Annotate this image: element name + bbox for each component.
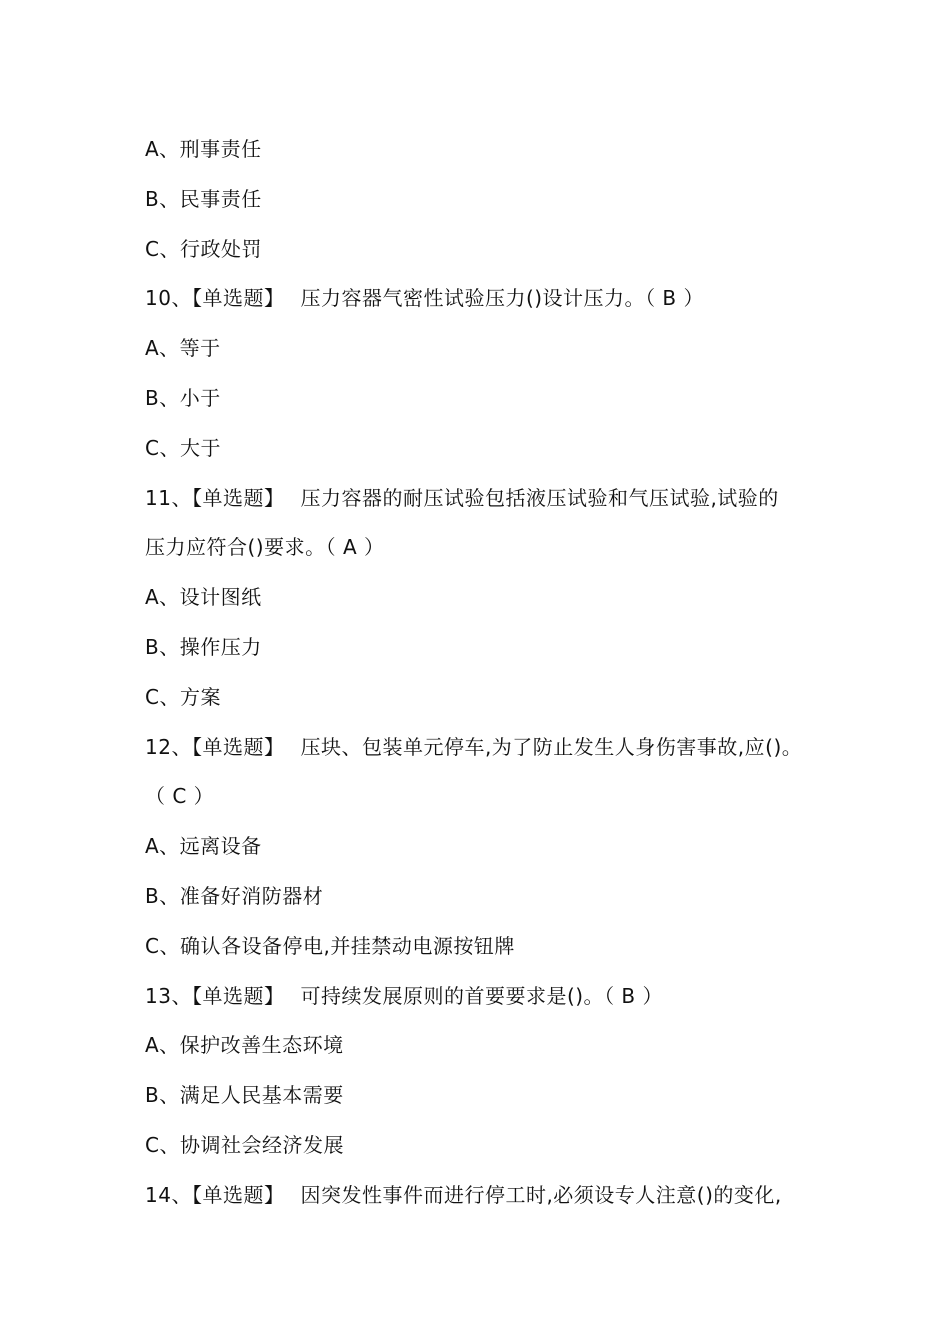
question-type-tag: 【单选题】 bbox=[191, 734, 285, 759]
option-text: B、准备好消防器材 bbox=[145, 883, 324, 908]
option-text: B、小于 bbox=[145, 385, 221, 410]
question-line bbox=[145, 978, 815, 1028]
option-text: A、等于 bbox=[145, 336, 221, 361]
question-number: 14、 bbox=[145, 1182, 192, 1207]
option-text: B、满足人民基本需要 bbox=[145, 1083, 344, 1108]
question-list bbox=[145, 131, 815, 1227]
option-line bbox=[145, 1027, 815, 1077]
question-text: 可持续发展原则的首要要求是()。 bbox=[300, 983, 605, 1008]
question-continuation bbox=[145, 778, 815, 828]
option-line bbox=[145, 231, 815, 281]
option-line bbox=[145, 1127, 815, 1177]
option-text: A、设计图纸 bbox=[145, 585, 262, 610]
question-type-tag: 【单选题】 bbox=[191, 485, 285, 510]
option-text: B、民事责任 bbox=[145, 186, 262, 211]
option-text: A、刑事责任 bbox=[145, 137, 262, 161]
continuation-text: （ C ） bbox=[145, 784, 215, 809]
option-line bbox=[145, 928, 815, 978]
option-line bbox=[145, 629, 815, 679]
option-text: A、远离设备 bbox=[145, 834, 262, 859]
question-line bbox=[145, 729, 815, 779]
question-text: 压力容器气密性试验压力()设计压力。 bbox=[300, 286, 646, 311]
question-number: 11、 bbox=[145, 485, 192, 510]
option-line bbox=[145, 828, 815, 878]
question-line bbox=[145, 280, 815, 330]
question-continuation bbox=[145, 529, 815, 579]
option-line bbox=[145, 430, 815, 480]
question-type-tag: 【单选题】 bbox=[191, 983, 285, 1008]
option-line bbox=[145, 878, 815, 928]
question-line bbox=[145, 480, 815, 530]
option-line bbox=[145, 679, 815, 729]
question-type-tag: 【单选题】 bbox=[191, 1182, 285, 1207]
question-line bbox=[145, 1177, 815, 1227]
question-answer: （ B ） bbox=[645, 286, 704, 311]
question-answer: （ B ） bbox=[604, 983, 663, 1008]
option-line bbox=[145, 181, 815, 231]
option-text: B、操作压力 bbox=[145, 634, 262, 659]
option-text: C、确认各设备停电,并挂禁动电源按钮牌 bbox=[145, 933, 515, 958]
question-text: 压力容器的耐压试验包括液压试验和气压试验,试验的 bbox=[300, 485, 779, 510]
option-line bbox=[145, 579, 815, 629]
option-line bbox=[145, 1077, 815, 1127]
question-number: 10、 bbox=[145, 286, 192, 311]
option-text: C、方案 bbox=[145, 684, 221, 709]
option-line bbox=[145, 330, 815, 380]
option-line bbox=[145, 131, 815, 181]
continuation-text: 压力应符合()要求。（ A ） bbox=[145, 535, 385, 560]
question-number: 13、 bbox=[145, 983, 192, 1008]
option-text: C、大于 bbox=[145, 435, 221, 460]
question-type-tag: 【单选题】 bbox=[191, 286, 285, 311]
option-text: A、保护改善生态环境 bbox=[145, 1033, 344, 1058]
option-text: C、协调社会经济发展 bbox=[145, 1132, 344, 1157]
question-number: 12、 bbox=[145, 734, 192, 759]
question-text: 压块、包装单元停车,为了防止发生人身伤害事故,应()。 bbox=[300, 734, 803, 759]
option-line bbox=[145, 380, 815, 430]
question-text: 因突发性事件而进行停工时,必须设专人注意()的变化, bbox=[300, 1182, 782, 1207]
option-text: C、行政处罚 bbox=[145, 236, 262, 261]
